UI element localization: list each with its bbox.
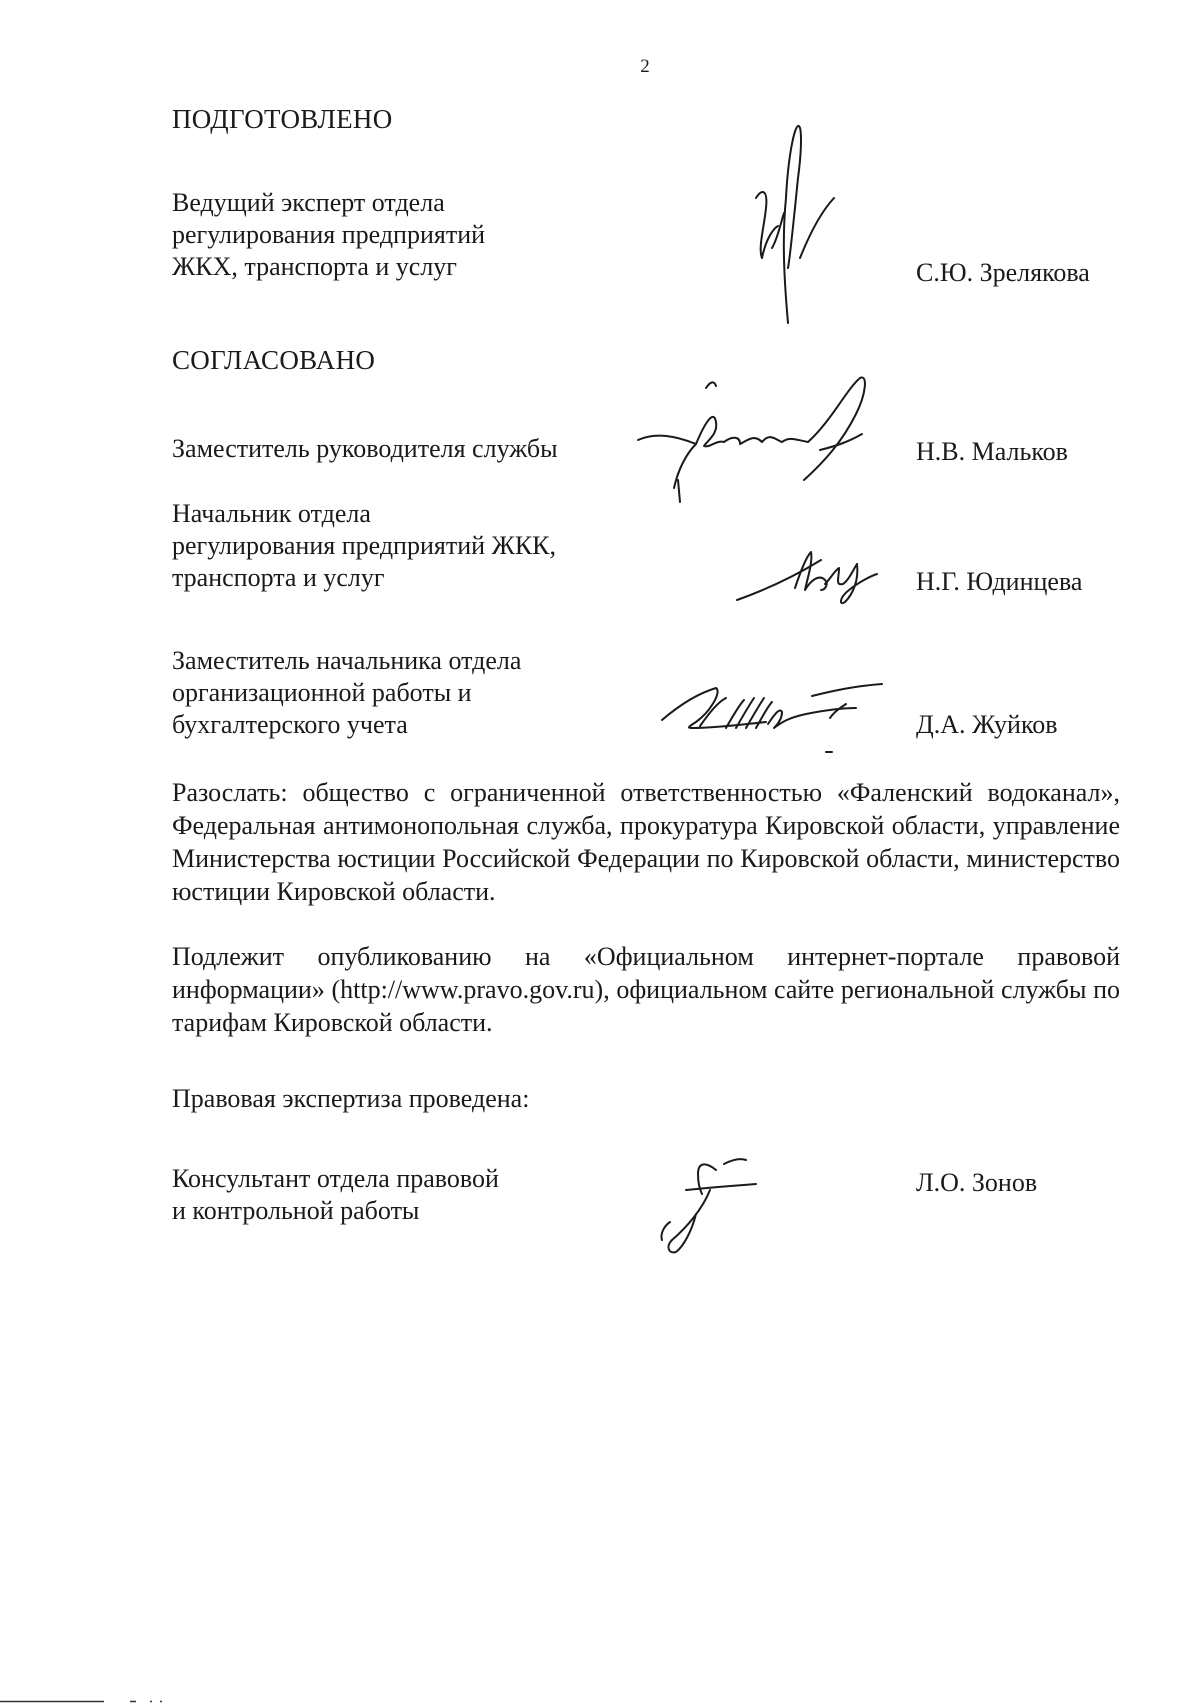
signature-malkov (636, 370, 906, 510)
signatory-1-name: Н.В. Мальков (916, 437, 1068, 466)
signatory-3-name: Д.А. Жуйков (916, 710, 1058, 739)
position-line: организационной работы и (172, 678, 472, 707)
position-line: регулирования предприятий (172, 220, 486, 249)
signatory-2-name: Н.Г. Юдинцева (916, 567, 1083, 596)
signature-zrelyakova (748, 118, 838, 328)
signature-zhuikov (656, 668, 916, 758)
prepared-name: С.Ю. Зрелякова (916, 258, 1090, 287)
legal-review-heading: Правовая экспертиза проведена: (172, 1084, 530, 1113)
position-line: бухгалтерского учета (172, 710, 408, 739)
position-line: Заместитель начальника отдела (172, 646, 522, 675)
signature-yudintseva (735, 540, 885, 610)
agreed-heading: СОГЛАСОВАНО (172, 345, 376, 375)
legal-review-name: Л.О. Зонов (916, 1168, 1038, 1197)
position-line: Ведущий эксперт отдела (172, 188, 445, 217)
legal-review-position (172, 1163, 499, 1227)
position-line: транспорта и услуг (172, 563, 385, 592)
prepared-position (172, 187, 485, 283)
position-line: Консультант отдела правовой (172, 1164, 499, 1193)
signature-zonov (646, 1150, 776, 1260)
signatory-3-position (172, 645, 521, 741)
footer-scan-mark (0, 1690, 170, 1693)
position-line: ЖКХ, транспорта и услуг (172, 252, 457, 281)
signatory-2-position (172, 498, 556, 594)
position-line: Заместитель руководителя службы (172, 434, 558, 463)
distribution-paragraph: Разослать: общество с ограниченной ответственностью «Фаленский водоканал», Федеральная антимонопольная служба, прокуратура Кировской области, управление Министерства юстиции Российской Федерации по Кировской области, министерство юстиции Кировской области. (172, 778, 1120, 906)
prepared-heading: ПОДГОТОВЛЕНО (172, 104, 393, 134)
signatory-1-position (172, 433, 558, 465)
position-line: Начальник отдела (172, 499, 371, 528)
position-line: и контрольной работы (172, 1196, 420, 1225)
publication-paragraph: Подлежит опубликованию на «Официальном интернет-портале правовой информации» (http://www.pravo.gov.ru), официальном сайте региональной службы по тарифам Кировской области. (172, 942, 1120, 1037)
position-line: регулирования предприятий ЖКК, (172, 531, 557, 560)
page-number: 2 (640, 56, 650, 77)
